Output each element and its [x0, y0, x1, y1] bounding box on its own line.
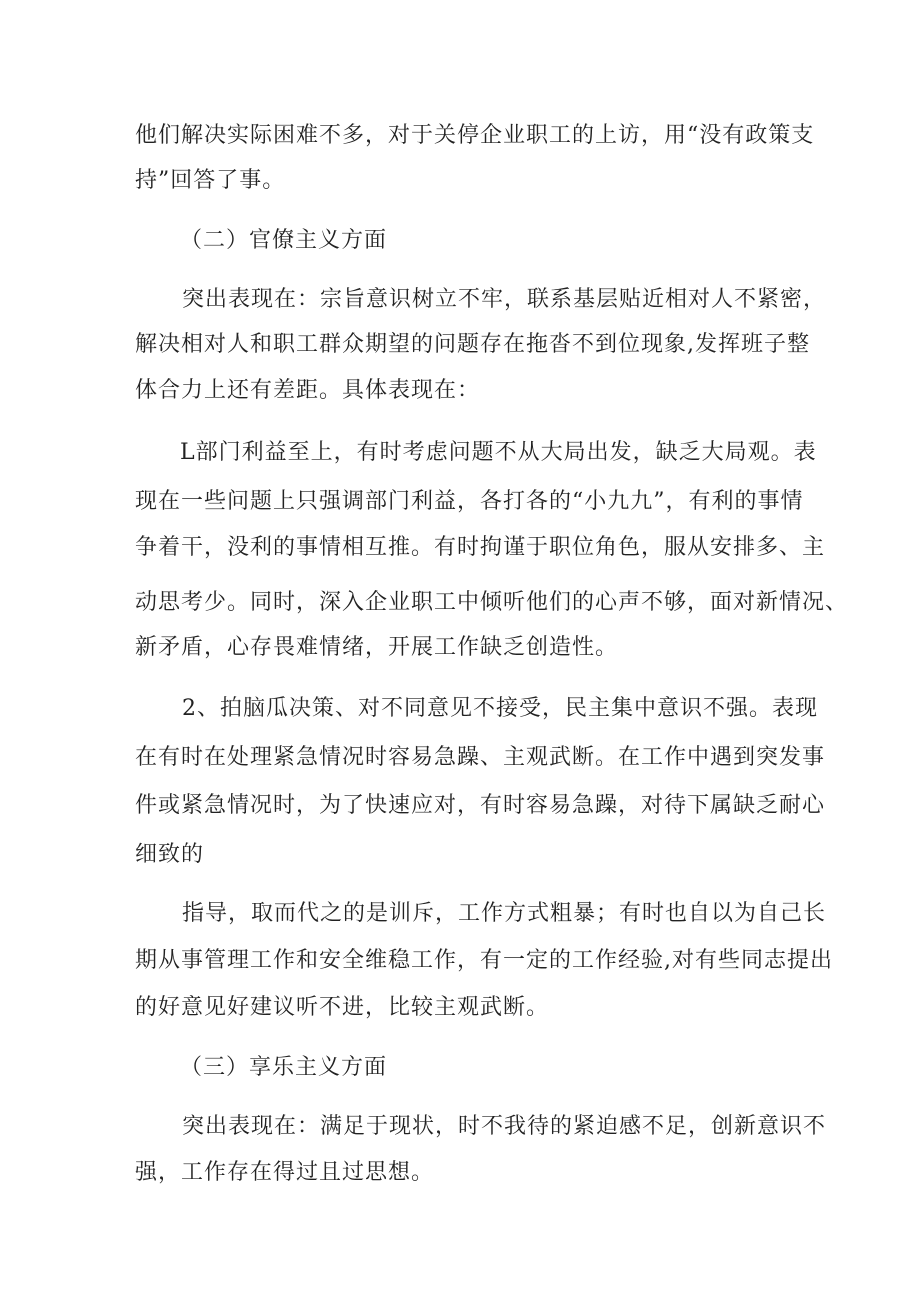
text-line: 现在一些问题上只强调部门利益，各打各的“小九九”，有利的事情 [135, 489, 804, 514]
text-line: 动思考少。同时，深入企业职工中倾听他们的心声不够，面对新情况、 [135, 590, 849, 615]
text-line: 细致的 [135, 842, 205, 867]
text-line: 的好意见好建议听不进，比较主观武断。 [135, 995, 550, 1020]
text-line: 体合力上还有差距。具体表现在： [135, 378, 481, 403]
section-heading: （三）享乐主义方面 [180, 1055, 388, 1080]
text-line: 期从事管理工作和安全维稳工作，有一定的工作经验,对有些同志提出 [135, 948, 833, 973]
text-line: 他们解决实际困难不多，对于关停企业职工的上访，用“没有政策支 [135, 123, 815, 148]
text-line: L部门利益至上，有时考虑问题不从大局出发，缺乏大局观。表 [180, 440, 817, 465]
text-line: 指导，取而代之的是训斥，工作方式粗暴；有时也自以为自己长 [182, 901, 827, 926]
text-line: 突出表现在：满足于现状，时不我待的紧迫感不足，创新意识不 [182, 1114, 827, 1139]
text-line: 新矛盾，心存畏难情绪，开展工作缺乏创造性。 [135, 635, 619, 660]
text-line: 2、拍脑瓜决策、对不同意见不接受，民主集中意识不强。表现 [182, 696, 818, 721]
text-line: 件或紧急情况时，为了快速应对，有时容易急躁，对待下属缺乏耐心 [135, 793, 826, 818]
text-line: 突出表现在：宗旨意识树立不牢，联系基层贴近相对人不紧密， [182, 287, 827, 312]
text-line: 强，工作存在得过且过思想。 [135, 1160, 435, 1185]
text-line: 持”回答了事。 [135, 168, 286, 193]
section-heading: （二）官僚主义方面 [180, 228, 388, 253]
text-line: 解决相对人和职工群众期望的问题存在拖沓不到位现象,发挥班子整 [135, 332, 810, 357]
text-line: 在有时在处理紧急情况时容易急躁、主观武断。在工作中遇到突发事 [135, 745, 826, 770]
text-line: 争着干，没利的事情相互推。有时拘谨于职位角色，服从安排多、主 [135, 535, 826, 560]
